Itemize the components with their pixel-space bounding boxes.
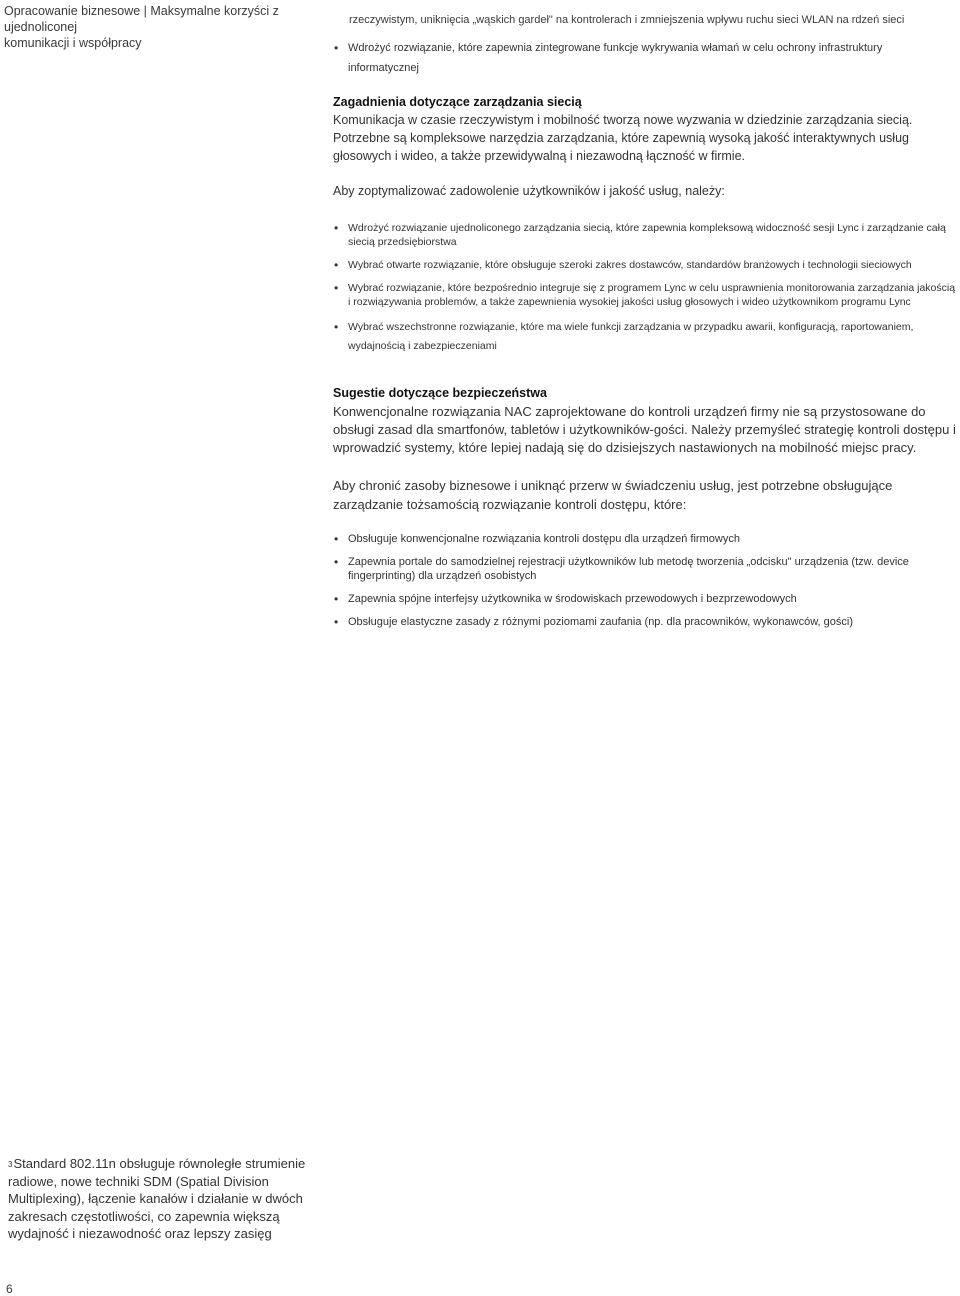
list-item: • Zapewnia spójne interfejsy użytkownika w środowiskach przewodowych i bezprzewodowych bbox=[333, 592, 957, 606]
continued-bullet-text: rzeczywistym, uniknięcia „wąskich gardeł" na kontrolerach i zmniejszenia wpływu ruchu sieci WLAN na rdzeń sieci bbox=[349, 14, 905, 26]
footnote-marker: 3 bbox=[8, 1160, 13, 1169]
security-heading: Sugestie dotyczące bezpieczeństwa bbox=[333, 386, 547, 400]
security-bullet-list bbox=[333, 532, 957, 638]
security-paragraph: Konwencjonalne rozwiązania NAC zaprojektowane do kontroli urządzeń firmy nie są przystosowane do obsługi zasad dla smartfonów, tabletów i użytkowników-gości. Należy przemyśleć strategię kontroli dostępu i wprowadzić systemy, które lepiej nadają się do dzisiejszych nastawionych na mobilność miejsc pracy. bbox=[333, 404, 956, 455]
header-line-1: Opracowanie biznesowe | Maksymalne korzyści z ujednoliconej bbox=[4, 4, 279, 34]
list-item: • Obsługuje elastyczne zasady z różnymi poziomami zaufania (np. dla pracowników, wykonawców, gości) bbox=[333, 615, 957, 629]
footnote bbox=[8, 1155, 308, 1243]
running-header bbox=[4, 3, 324, 51]
list-item: • Wybrać wszechstronne rozwiązanie, które ma wiele funkcji zarządzania w przypadku awarii, konfiguracją, raportowaniem, wydajnością i zabezpieczeniami bbox=[333, 318, 957, 356]
list-item: • Wdrożyć rozwiązanie ujednoliconego zarządzania siecią, które zapewnia kompleksową widoczność sesji Lync i zarządzanie całą siecią przedsiębiorstwa bbox=[333, 221, 957, 249]
list-item: • Wybrać rozwiązanie, które bezpośrednio integruje się z programem Lync w celu usprawnienia monitorowania zarządzania jakością i rozwiązywania problemów, a także zapewnienia wysokiej jakości usług głosowych i wideo użytkownikom programu Lync bbox=[333, 281, 957, 309]
header-line-2: komunikacji i współpracy bbox=[4, 36, 142, 50]
list-item: • Wdrożyć rozwiązanie, które zapewnia zintegrowane funkcje wykrywania włamań w celu ochrony infrastruktury informatycznej bbox=[333, 38, 943, 78]
security-intro: Aby chronić zasoby biznesowe i uniknąć przerw w świadczeniu usług, jest potrzebne obsługujące zarządzanie tożsamością rozwiązanie kontroli dostępu, które: bbox=[333, 478, 893, 512]
top-bullet-list bbox=[333, 38, 943, 78]
management-bullet-list bbox=[333, 221, 957, 365]
footnote-text: Standard 802.11n obsługuje równoległe strumienie radiowe, nowe techniki SDM (Spatial Division Multiplexing), łączenie kanałów i działanie w dwóch zakresach częstotliwości, co zapewnia większą wydajność i niezawodność oraz lepszy zasięg bbox=[8, 1156, 306, 1241]
list-item: • Obsługuje konwencjonalne rozwiązania kontroli dostępu dla urządzeń firmowych bbox=[333, 532, 957, 546]
management-intro: Aby zoptymalizować zadowolenie użytkowników i jakość usług, należy: bbox=[333, 184, 725, 198]
page-number: 6 bbox=[6, 1282, 13, 1296]
list-item: • Wybrać otwarte rozwiązanie, które obsługuje szeroki zakres dostawców, standardów branżowych i technologii sieciowych bbox=[333, 258, 957, 272]
list-item: • Zapewnia portale do samodzielnej rejestracji użytkowników lub metodę tworzenia „odcisku" urządzenia (tzw. device fingerprinting) dla urządzeń osobistych bbox=[333, 555, 957, 583]
management-heading: Zagadnienia dotyczące zarządzania siecią bbox=[333, 95, 582, 109]
management-paragraph: Komunikacja w czasie rzeczywistym i mobilność tworzą nowe wyzwania w dziedzinie zarządzania siecią. Potrzebne są kompleksowe narzędzia zarządzania, które zapewnią wysoką jakość interaktywnych usług głosowych i wideo, a także przewidywalną i niezawodną łączność w firmie. bbox=[333, 113, 913, 163]
